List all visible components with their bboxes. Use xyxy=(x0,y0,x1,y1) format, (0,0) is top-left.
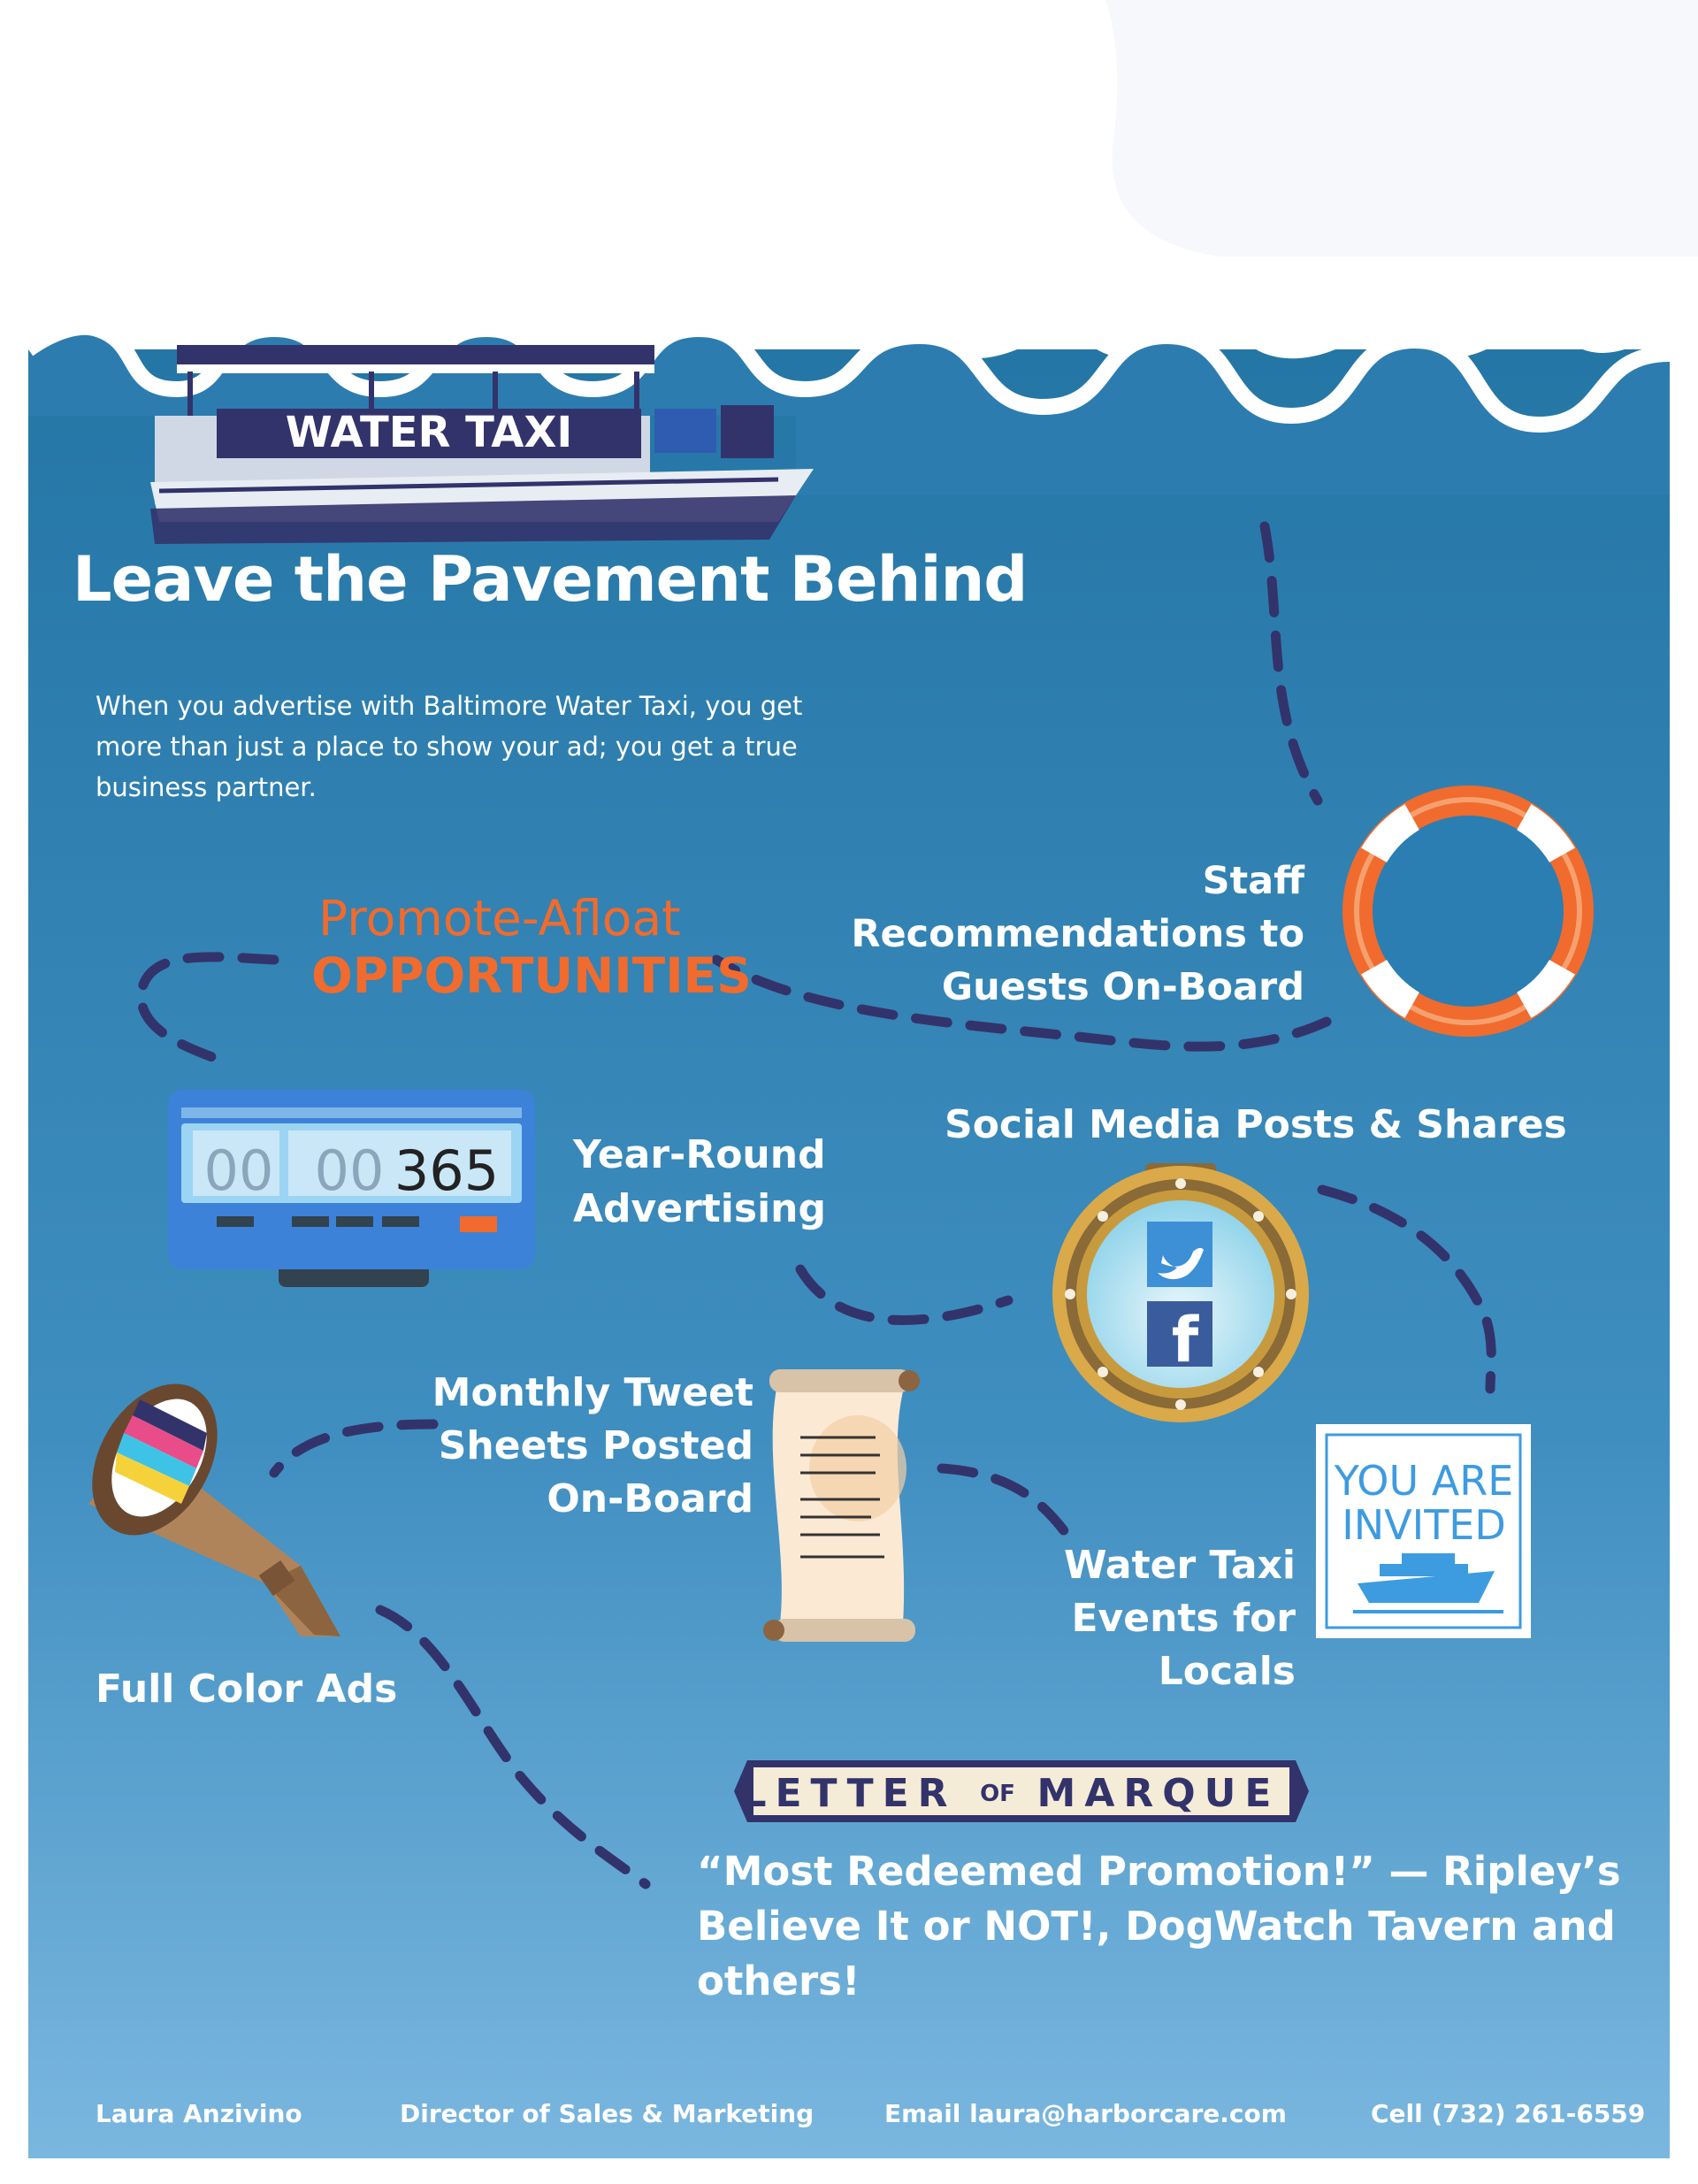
cloud-shape xyxy=(1105,0,1698,257)
footer-cell: Cell (732) 261-6559 xyxy=(1371,2099,1646,2128)
benefit-tweet-sheets: Monthly Tweet Sheets Posted On-Board xyxy=(432,1370,753,1521)
footer-email[interactable]: Email laura@harborcare.com xyxy=(884,2099,1287,2128)
hero-headline: Leave the Pavement Behind xyxy=(73,543,1028,616)
benefit-social-media: Social Media Posts & Shares xyxy=(945,1102,1567,1147)
benefit-year-round: Year-Round Advertising xyxy=(573,1132,826,1231)
testimonial-quote: “Most Redeemed Promotion!” — Ripley’s Believe It or NOT!, DogWatch Tavern and others! xyxy=(697,1848,1621,2004)
svg-text:OF: OF xyxy=(980,1781,1015,1807)
hero-intro: When you advertise with Baltimore Water Taxi, you get more than just a place to show your ad; you get a true business partner. xyxy=(96,691,803,802)
svg-text:LETTER: LETTER xyxy=(741,1771,957,1816)
life-ring-icon xyxy=(1342,785,1594,1037)
svg-text:MARQUE: MARQUE xyxy=(1036,1771,1281,1816)
letter-of-marque-logo xyxy=(734,1760,1309,1822)
benefit-staff-recommendations: Staff Recommendations to Guests On-Board xyxy=(851,859,1304,1009)
benefit-full-color-ads: Full Color Ads xyxy=(96,1667,398,1712)
svg-text:f: f xyxy=(1171,1304,1199,1376)
invite-card-icon xyxy=(1316,1424,1531,1638)
invite-line2: INVITED xyxy=(1342,1501,1506,1549)
benefit-water-taxi-events: Water Taxi Events for Locals xyxy=(1063,1543,1296,1694)
invite-line1: YOU ARE xyxy=(1334,1457,1514,1505)
counter-value: 365 xyxy=(394,1138,500,1203)
footer-contact-role: Director of Sales & Marketing xyxy=(400,2099,815,2128)
promo-heading-line2: OPPORTUNITIES xyxy=(311,947,752,1004)
promo-heading-line1: Promote-Afloat xyxy=(318,890,681,946)
counter-digits-dim-mid: 00 xyxy=(314,1138,385,1203)
scroll-icon xyxy=(763,1369,920,1642)
boat-sign: WATER TAXI xyxy=(285,408,573,457)
footer-contact-name: Laura Anzivino xyxy=(96,2099,302,2128)
counter-digits-dim-left: 00 xyxy=(203,1138,274,1203)
counter-device-icon xyxy=(168,1090,535,1287)
